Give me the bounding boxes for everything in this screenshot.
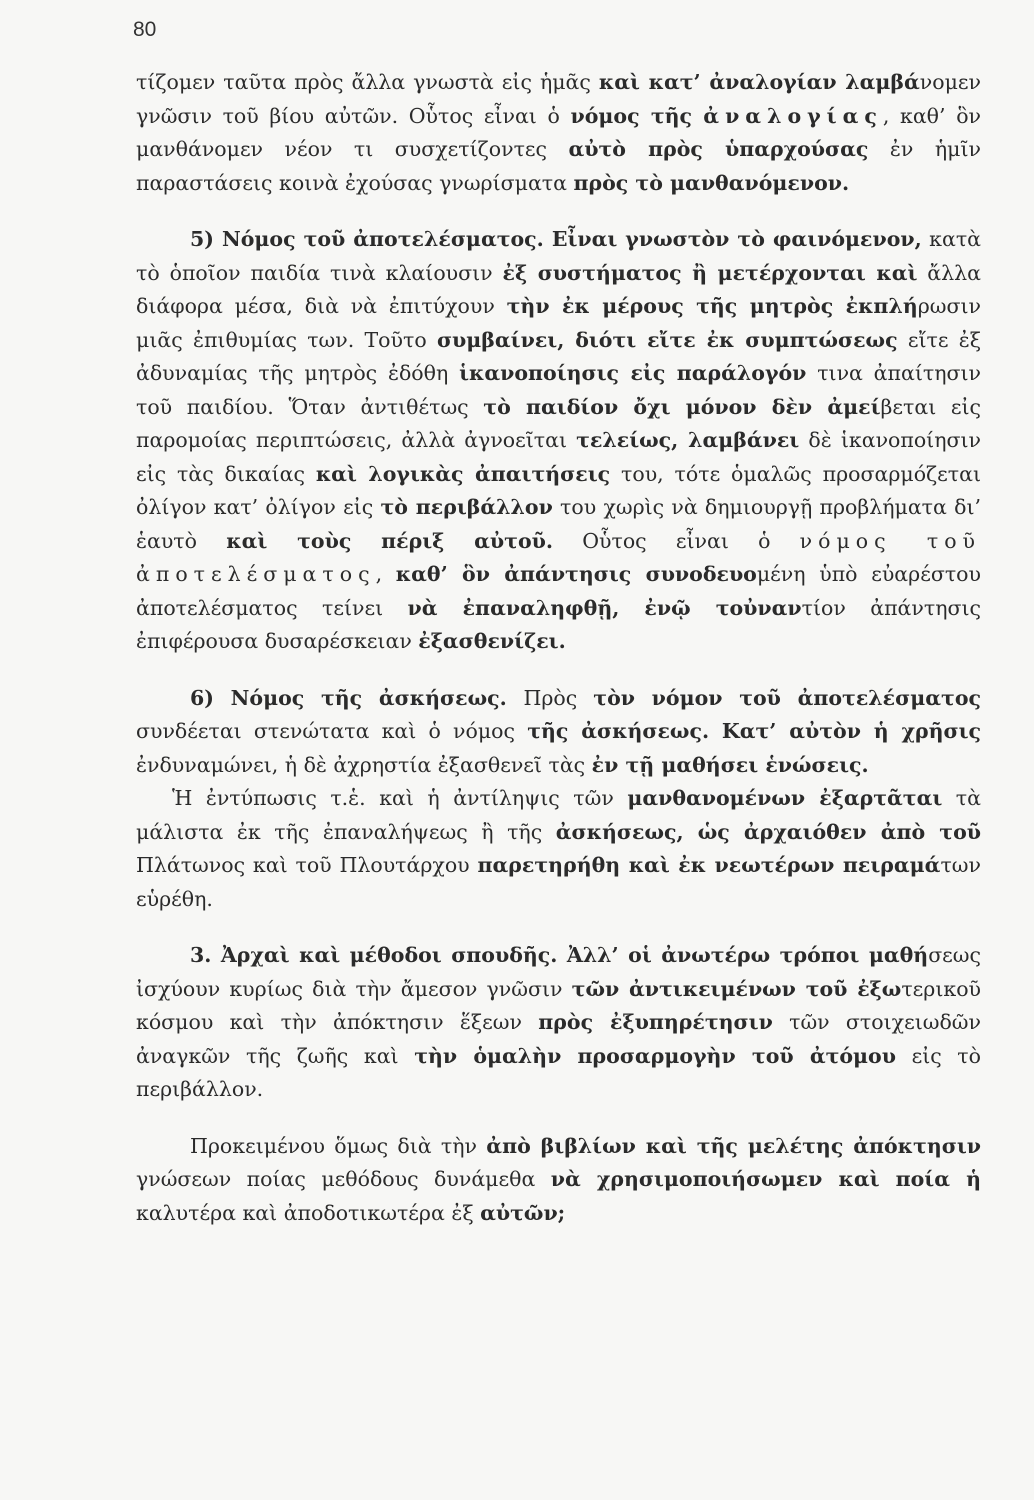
text-segment: καθ’ ὃν ἀπάντησις συνοδευο [395,562,757,586]
text-segment: τὴν ὁμαλὴν προσαρμογὴν τοῦ ἀτόμου [414,1043,896,1068]
text-segment: αὐτῶν; [480,1200,566,1225]
text-segment: Εἶναι γνωστὸν τὸ φαινόμενον, [551,227,922,251]
paragraph-impression [136,782,981,916]
text-segment: εἰς τὸ περιβάλλον. [136,1043,981,1101]
text-segment: τῶν ἀντικειμένων τοῦ ἐξω [571,976,902,1001]
text-segment: νόμος τοῦ ἀποτελέσματος [136,528,981,586]
text-segment: μένη ὑπὸ εὐαρέστου ἀποτελέσματος τείνει [136,562,981,620]
text-segment: Ἀλλ’ οἱ ἀνωτέρω τρόποι μαθή [566,943,929,967]
paragraph-books-question [136,1130,981,1231]
body-text [136,66,981,1230]
text-segment: 3. Ἀρχαὶ καὶ μέθοδοι σπουδῆς. [190,943,567,967]
text-segment: , [375,562,396,586]
text-segment: Πλάτωνος καὶ τοῦ Πλουτάρχου [136,853,478,877]
text-segment: καὶ τοὺς πέριξ αὐτοῦ. [226,528,553,553]
text-segment: ἀσκήσεως, ὡς ἀρχαιόθεν ἀπὸ τοῦ [555,819,981,844]
text-segment: Οὗτος εἶναι ὁ [552,528,800,553]
text-segment: ἀναλογίας [703,103,883,128]
text-segment: πρὸς τὸ μανθανόμενον. [573,170,850,195]
text-segment: αὐτὸ πρὸς ὑπαρχούσας [568,137,869,161]
text-segment: τίον ἀπάντησις ἐπιφέρουσα δυσαρέσκειαν [136,595,981,653]
text-segment: ἄλλα διάφορα μέσα, διὰ νὰ ἐπιτύχουν [136,260,981,318]
paragraph-analogy [136,66,981,200]
text-segment: γνώσεων ποίας μεθόδους δυνάμεθα [136,1167,551,1191]
text-segment: πρὸς ἐξυπηρέτησιν [538,1010,773,1034]
text-segment: τελείως, λαμβάνει [576,428,800,452]
text-segment: ἐν τῇ μαθήσει ἑνώσεις. [591,752,869,777]
paragraph-law-of-exercise [136,682,981,783]
text-segment: του, τότε ὁμαλῶς προσαρμόζεται ὀλίγον κατ’ ὀλίγον εἰς [136,461,981,519]
paragraph-law-of-effect [136,223,981,659]
text-segment: τὸ περιβάλλον [380,495,553,519]
text-segment: τὸ παιδίον ὄχι μόνον δὲν ἀμεί [483,394,881,419]
text-segment: νομεν γνῶσιν τοῦ βίου αὐτῶν. Οὗτος εἶναι ὁ [136,70,981,128]
text-segment: των εὑρέθη. [136,853,981,911]
text-segment: 5) Νόμος τοῦ ἀποτελέσματος. [190,227,552,251]
text-segment: παρετηρήθη καὶ ἐκ νεωτέρων πειραμά [477,853,941,877]
text-segment: τὸν νόμον τοῦ ἀποτελέσματος [593,685,981,710]
text-segment: τίζομεν ταῦτα πρὸς ἄλλα γνωστὰ εἰς ἡμᾶς [136,70,599,94]
text-segment: ἐν ἡμῖν παραστάσεις κοινὰ ἐχούσας γνωρίσματα [136,137,981,195]
text-segment: του χωρὶς νὰ δημιουργῇ προβλήματα δι’ ἑαυτὸ [136,495,981,553]
text-segment: καλυτέρα καὶ ἀποδοτικωτέρα ἐξ [136,1200,481,1225]
text-segment: Πρὸς [523,685,594,710]
text-segment: τὴν ἐκ μέρους τῆς μητρὸς ἐκπλή [506,294,918,318]
text-segment: τὰ μάλιστα ἐκ τῆς ἐπαναλήψεως ἢ τῆς [136,786,981,844]
text-segment: καὶ κατ’ ἀναλογίαν λαμβά [598,70,920,94]
text-segment: δὲ ἱκανοποίησιν εἰς τὰς δικαίας [136,428,982,486]
text-segment: τερικοῦ κόσμου καὶ τὴν ἀπόκτησιν ἕξεων [136,976,981,1034]
text-segment: βεται εἰς παρομοίας περιπτώσεις, ἀλλὰ ἀγνοεῖται [136,394,982,452]
text-segment: ἐξασθενίζει. [418,629,566,653]
text-segment: ἐνδυναμώνει, ἡ δὲ ἀχρηστία ἐξασθενεῖ τὰς [136,752,592,777]
text-segment: ἱκανοποίησις εἰς παράλογόν [459,361,807,385]
text-segment: συμβαίνει, διότι εἴτε ἐκ συμπτώσεως [436,327,898,352]
text-segment: τῶν στοιχειωδῶν ἀναγκῶν τῆς ζωῆς καὶ [136,1010,981,1068]
text-segment: ἐξ συστήματος ἢ μετέρχονται καὶ [502,260,918,285]
text-segment: καὶ λογικὰς ἀπαιτήσεις [315,461,611,486]
text-segment: 6) Νόμος τῆς ἀσκήσεως. [190,685,524,710]
text-segment: ρωσιν μιᾶς ἐπιθυμίας των. Τοῦτο [136,294,981,352]
text-segment: τινα ἀπαίτησιν τοῦ παιδίου. Ὅταν ἀντιθέτως [136,361,981,419]
text-segment: νὰ χρησιμοποιήσωμεν καὶ ποία ἡ [550,1167,981,1191]
text-segment: , καθ’ ὃν μανθάνομεν νέον τι συσχετίζοντες [136,103,981,161]
text-segment: νόμος τῆς [570,103,704,128]
text-segment: σεως ἰσχύουν κυρίως διὰ τὴν ἄμεσον γνῶσιν [136,943,981,1001]
text-segment: τῆς ἀσκήσεως. Κατ’ αὐτὸν ἡ χρῆσις [527,719,981,743]
text-segment: κατὰ τὸ ὁποῖον παιδία τινὰ κλαίουσιν [136,227,982,285]
text-segment: νὰ ἐπαναληφθῇ, ἐνῷ τοὐναν [407,595,802,620]
text-segment: μανθανομένων ἐξαρτᾶται [627,786,943,810]
text-segment: Ἡ ἐντύπωσις τ.ἑ. καὶ ἡ ἀντίληψις τῶν [172,786,628,810]
text-segment: ἀπὸ βιβλίων καὶ τῆς μελέτης ἀπόκτησιν [486,1133,981,1158]
page-number: 80 [133,18,157,41]
text-segment: συνδέεται στενώτατα καὶ ὁ νόμος [136,719,528,743]
text-segment: Προκειμένου ὅμως διὰ τὴν [190,1133,487,1158]
text-segment: εἴτε ἐξ ἀδυναμίας τῆς μητρὸς ἐδόθη [136,327,982,385]
paragraph-study-methods [136,939,981,1107]
